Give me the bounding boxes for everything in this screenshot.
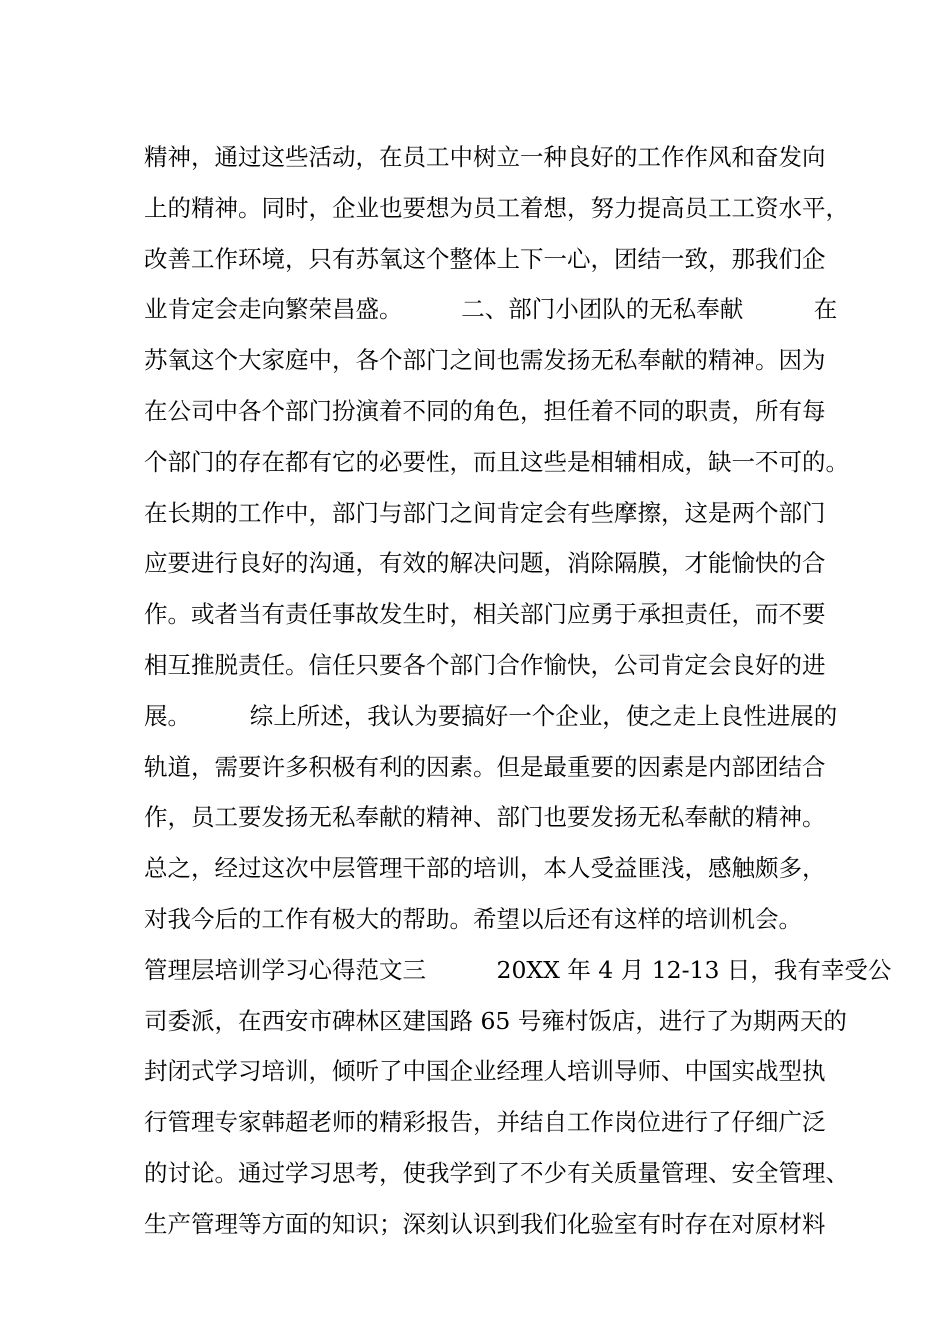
text-line: 在公司中各个部门扮演着不同的角色，担任着不同的职责，所有每 xyxy=(144,396,826,425)
text-line: 轨道，需要许多积极有利的因素。但是最重要的因素是内部团结合 xyxy=(144,752,826,781)
text-line: 管理层培训学习心得范文三 20XX 年 4 月 12-13 日，我有幸受公 xyxy=(144,955,892,984)
text-line: 个部门的存在都有它的必要性，而且这些是相辅相成，缺一不可的。 xyxy=(144,447,849,476)
text-line: 精神，通过这些活动，在员工中树立一种良好的工作作风和奋发向 xyxy=(144,143,826,171)
text-line: 苏氧这个大家庭中，各个部门之间也需发扬无私奉献的精神。因为 xyxy=(144,346,826,375)
text-line: 封闭式学习培训，倾听了中国企业经理人培训导师、中国实战型执 xyxy=(144,1057,826,1086)
text-line: 相互推脱责任。信任只要各个部门合作愉快，公司肯定会良好的进 xyxy=(144,650,826,679)
text-line: 作，员工要发扬无私奉献的精神、部门也要发扬无私奉献的精神。 xyxy=(144,803,826,832)
text-line: 业肯定会走向繁荣昌盛。 二、部门小团队的无私奉献 在 xyxy=(144,295,838,324)
text-line: 生产管理等方面的知识；深刻认识到我们化验室有时存在对原材料 xyxy=(144,1209,826,1238)
text-line: 应要进行良好的沟通，有效的解决问题，消除隔膜，才能愉快的合 xyxy=(144,549,826,578)
text-line: 司委派，在西安市碑林区建国路 65 号雍村饭店，进行了为期两天的 xyxy=(144,1006,847,1035)
text-line: 的讨论。通过学习思考，使我学到了不少有关质量管理、安全管理、 xyxy=(144,1158,849,1187)
text-line: 总之，经过这次中层管理干部的培训，本人受益匪浅，感触颇多， xyxy=(144,854,826,883)
text-line: 改善工作环境，只有苏氧这个整体上下一心，团结一致，那我们企 xyxy=(144,244,826,273)
text-line: 上的精神。同时，企业也要想为员工着想，努力提高员工工资水平， xyxy=(144,193,849,222)
body-text xyxy=(144,132,892,1250)
text-line: 在长期的工作中，部门与部门之间肯定会有些摩擦，这是两个部门 xyxy=(144,498,826,527)
text-line: 行管理专家韩超老师的精彩报告，并结自工作岗位进行了仔细广泛 xyxy=(144,1108,826,1137)
text-line: 展。 综上所述，我认为要搞好一个企业，使之走上良性进展的 xyxy=(144,701,838,730)
text-line: 作。或者当有责任事故发生时，相关部门应勇于承担责任，而不要 xyxy=(144,600,826,629)
text-line: 对我今后的工作有极大的帮助。希望以后还有这样的培训机会。 xyxy=(144,904,802,933)
